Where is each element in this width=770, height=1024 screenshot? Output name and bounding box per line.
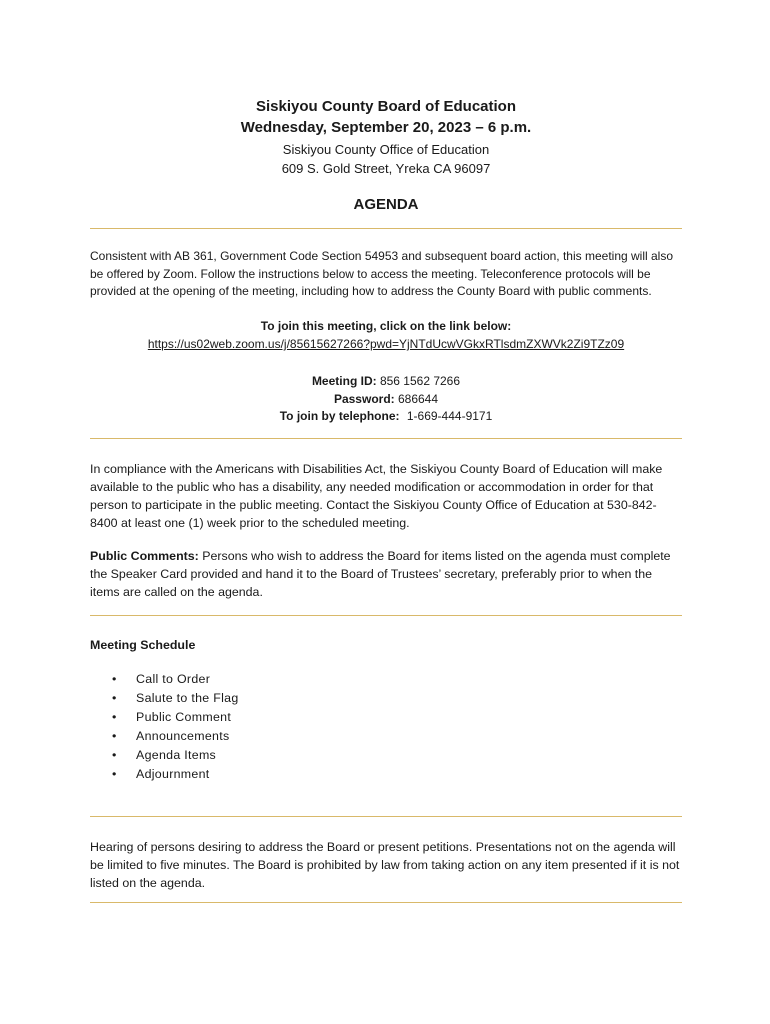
office-address: 609 S. Gold Street, Yreka CA 96097 (281, 161, 491, 176)
header-block (90, 96, 682, 215)
meeting-id-line (90, 373, 682, 391)
divider (90, 228, 682, 229)
bullet-icon: • (112, 690, 117, 705)
zoom-meeting-link[interactable]: https://us02web.zoom.us/j/85615627266?pwd=YjNTdUcwVGkxRTlsdmZXWVk2Zi9TZz09 (147, 337, 625, 351)
meeting-id-label: Meeting ID: (311, 374, 377, 388)
office-name: Siskiyou County Office of Education (282, 142, 490, 157)
zoom-notice: Consistent with AB 361, Government Code Section 54953 and subsequent board action, this meeting will also be offered by Zoom. Follow the instructions below to access the meeting. Teleconference protocols will be provided at the opening of the meeting, including how to address the County Board with public comments. (90, 249, 674, 298)
document-content (90, 96, 682, 903)
schedule-item-label: Announcements (136, 728, 230, 743)
password-value: 686644 (397, 391, 439, 406)
join-block (90, 318, 682, 354)
org-title: Siskiyou County Board of Education (255, 98, 517, 115)
agenda-heading: AGENDA (353, 196, 419, 213)
divider (90, 816, 682, 817)
schedule-item-label: Salute to the Flag (136, 690, 239, 705)
public-comments-label: Public Comments: (90, 548, 199, 563)
divider (90, 615, 682, 616)
bullet-icon: • (112, 709, 117, 724)
meeting-datetime: Wednesday, September 20, 2023 – 6 p.m. (240, 119, 532, 136)
schedule-list (90, 670, 682, 784)
phone-value: 1-669-444-9171 (406, 409, 493, 423)
schedule-heading: Meeting Schedule (90, 637, 196, 652)
schedule-item-label: Call to Order (136, 671, 211, 686)
meeting-id-value: 856 1562 7266 (379, 374, 461, 388)
bullet-icon: • (112, 728, 117, 743)
schedule-item-label: Agenda Items (136, 747, 217, 762)
list-item (90, 727, 682, 746)
public-comments-text: Persons who wish to address the Board for items listed on the agenda must complete the Speaker Card provided and hand it to the Board of Trustees’ secretary, preferably prior to when the items are called on the agenda. (90, 548, 671, 599)
list-item (90, 746, 682, 765)
hearing-notice: Hearing of persons desiring to address the Board or present petitions. Presentations not on the agenda will be limited to five minutes. The Board is prohibited by law from taking action on any item presented if it is not listed on the agenda. (90, 839, 680, 890)
list-item (90, 708, 682, 727)
list-item (90, 689, 682, 708)
phone-label: To join by telephone: (279, 409, 400, 423)
list-item (90, 765, 682, 784)
ada-notice: In compliance with the Americans with Disabilities Act, the Siskiyou County Board of Education will make available to the public who has a disability, any needed modification or accommodation in order for that person to participate in the public meeting. Contact the Siskiyou County Office of Education at 530-842-8400 at least one (1) week prior to the scheduled meeting. (90, 461, 663, 530)
list-item (90, 670, 682, 689)
schedule-item-label: Adjournment (136, 766, 210, 781)
divider (90, 438, 682, 439)
password-label: Password: (333, 391, 395, 406)
phone-line (90, 408, 682, 426)
divider (90, 902, 682, 903)
bullet-icon: • (112, 671, 117, 686)
password-line (90, 391, 682, 409)
schedule-item-label: Public Comment (136, 709, 232, 724)
public-comments (90, 547, 682, 601)
bullet-icon: • (112, 747, 117, 762)
meeting-credentials (90, 373, 682, 426)
join-label: To join this meeting, click on the link below: (260, 318, 512, 333)
bullet-icon: • (112, 766, 117, 781)
